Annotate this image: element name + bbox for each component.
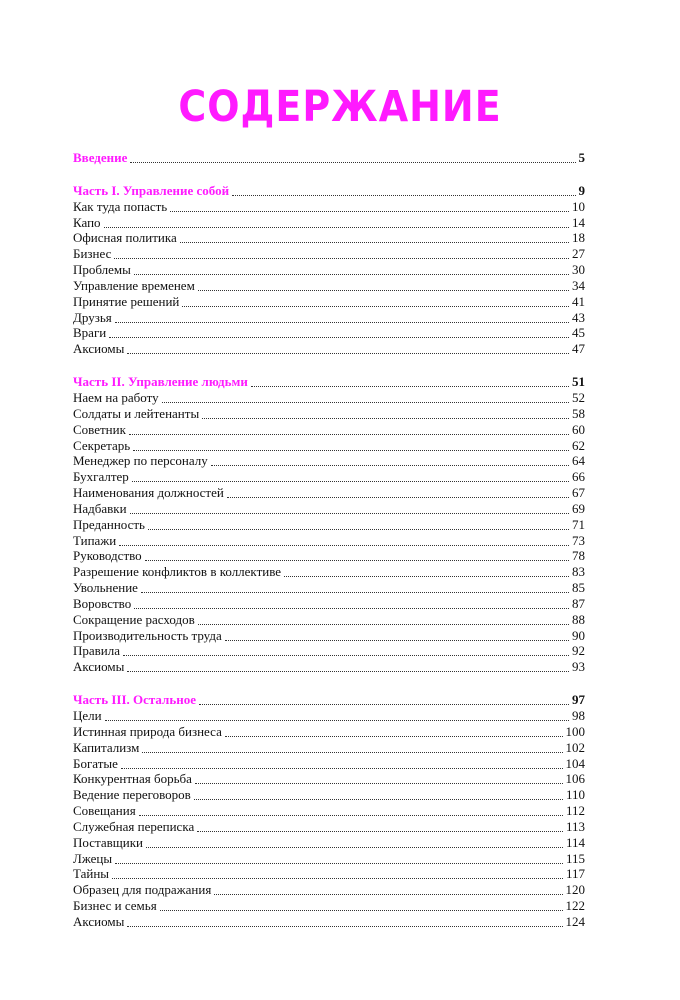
entry-label: Истинная природа бизнеса — [73, 723, 222, 739]
entry-page-number: 124 — [565, 913, 585, 929]
entry-label: Друзья — [73, 309, 112, 325]
dot-leader — [211, 456, 569, 466]
entry-page-number: 71 — [572, 516, 585, 532]
section-heading-page: 51 — [572, 374, 585, 390]
dot-leader — [225, 727, 563, 737]
entry-label: Солдаты и лейтенанты — [73, 405, 200, 421]
toc-entry[interactable] — [73, 866, 585, 882]
toc-entry[interactable] — [73, 469, 585, 485]
toc-entry[interactable] — [73, 612, 585, 628]
toc-entry[interactable] — [73, 517, 585, 533]
toc-entry[interactable] — [73, 453, 585, 469]
entry-page-number: 113 — [565, 818, 585, 834]
entry-page-number: 78 — [572, 548, 585, 564]
section-heading-page: 97 — [572, 692, 585, 708]
entry-page-number: 106 — [565, 771, 585, 787]
entry-page-number: 34 — [572, 277, 585, 293]
toc-entry[interactable] — [73, 390, 585, 406]
dot-leader — [104, 218, 569, 228]
dot-leader — [227, 488, 569, 498]
dot-leader — [146, 838, 563, 848]
entry-label: Ведение переговоров — [73, 787, 191, 803]
toc-entry[interactable] — [73, 898, 585, 914]
entry-label: Наименования должностей — [73, 485, 224, 501]
toc-entry[interactable] — [73, 580, 585, 596]
dot-leader — [202, 409, 569, 419]
section-heading-label: Введение — [73, 150, 128, 165]
dot-leader — [130, 153, 575, 163]
entry-label: Управление временем — [73, 277, 195, 293]
dot-leader — [162, 393, 569, 403]
entry-label: Производительность труда — [73, 627, 222, 643]
dot-leader — [105, 711, 569, 721]
entry-label: Аксиомы — [73, 659, 125, 675]
entry-page-number: 98 — [572, 708, 585, 723]
dot-leader — [121, 759, 563, 769]
entry-label: Руководство — [73, 548, 142, 564]
entry-page-number: 43 — [572, 309, 585, 325]
entry-page-number: 117 — [565, 866, 585, 882]
toc-entry[interactable] — [73, 230, 585, 246]
dot-leader — [197, 822, 563, 832]
toc-section — [73, 692, 585, 930]
toc-section-heading[interactable] — [73, 183, 585, 199]
entry-label: Служебная переписка — [73, 818, 195, 834]
page-title: СОДЕРЖАНИЕ — [178, 82, 502, 132]
dot-leader — [199, 695, 569, 705]
entry-page-number: 62 — [572, 437, 585, 453]
toc-section — [73, 374, 585, 675]
entry-label: Как туда попасть — [73, 198, 168, 214]
entry-label: Секретарь — [73, 437, 131, 453]
dot-leader — [284, 567, 569, 577]
entry-page-number: 45 — [572, 325, 585, 341]
entry-label: Совещания — [73, 803, 136, 819]
entry-label: Правила — [73, 643, 121, 659]
entry-label: Увольнение — [73, 580, 138, 596]
dot-leader — [195, 774, 563, 784]
entry-label: Воровство — [73, 595, 132, 611]
dot-leader — [251, 377, 569, 387]
dot-leader — [112, 869, 563, 879]
toc-entry[interactable] — [73, 501, 585, 517]
toc-entry[interactable] — [73, 803, 585, 819]
toc-entry[interactable] — [73, 708, 585, 724]
entry-label: Офисная политика — [73, 230, 177, 246]
entry-label: Бизнес и семья — [73, 898, 157, 914]
entry-label: Поставщики — [73, 834, 143, 850]
entry-page-number: 85 — [572, 580, 585, 596]
entry-label: Тайны — [73, 866, 110, 882]
toc-section-heading[interactable] — [73, 150, 585, 166]
entry-page-number: 112 — [565, 803, 585, 819]
toc-entry[interactable] — [73, 564, 585, 580]
entry-page-number: 93 — [572, 659, 585, 675]
dot-leader — [127, 344, 569, 354]
entry-page-number: 90 — [572, 627, 585, 643]
entry-page-number: 88 — [572, 611, 585, 627]
entry-label: Преданность — [73, 516, 145, 532]
entry-label: Разрешение конфликтов в коллективе — [73, 564, 282, 580]
dot-leader — [119, 536, 569, 546]
entry-page-number: 110 — [565, 787, 585, 803]
section-heading-page: 9 — [578, 182, 585, 198]
entry-page-number: 30 — [572, 262, 585, 278]
dot-leader — [232, 186, 575, 196]
toc-entry[interactable] — [73, 341, 585, 357]
entry-page-number: 58 — [572, 405, 585, 421]
dot-leader — [114, 249, 569, 259]
dot-leader — [142, 743, 562, 753]
entry-label: Лжецы — [73, 850, 113, 866]
toc-entry[interactable] — [73, 310, 585, 326]
toc-entry[interactable] — [73, 262, 585, 278]
entry-label: Аксиомы — [73, 913, 125, 929]
entry-page-number: 66 — [572, 469, 585, 485]
entry-page-number: 27 — [572, 246, 585, 262]
toc-entry[interactable] — [73, 882, 585, 898]
entry-page-number: 100 — [565, 723, 585, 739]
dot-leader — [134, 599, 569, 609]
entry-label: Аксиомы — [73, 341, 125, 357]
entry-page-number: 115 — [565, 850, 585, 866]
entry-label: Конкурентная борьба — [73, 771, 192, 787]
dot-leader — [115, 313, 569, 323]
dot-leader — [115, 854, 563, 864]
dot-leader — [132, 472, 569, 482]
toc-section-heading[interactable] — [73, 692, 585, 708]
section-heading-label: Часть III. Остальное — [73, 692, 196, 708]
toc-entry[interactable] — [73, 659, 585, 675]
entry-page-number: 120 — [565, 882, 585, 898]
toc-section-heading[interactable] — [73, 374, 585, 390]
dot-leader — [127, 917, 562, 927]
toc-entry[interactable] — [73, 628, 585, 644]
entry-page-number: 69 — [572, 500, 585, 516]
table-of-contents — [73, 150, 585, 930]
toc-entry[interactable] — [73, 246, 585, 262]
entry-page-number: 67 — [572, 485, 585, 501]
toc-entry[interactable] — [73, 278, 585, 294]
entry-label: Образец для подражания — [73, 882, 212, 898]
entry-label: Надбавки — [73, 500, 127, 516]
dot-leader — [130, 504, 569, 514]
section-gap — [73, 166, 585, 183]
entry-label: Враги — [73, 325, 107, 341]
dot-leader — [148, 520, 569, 530]
dot-leader — [170, 202, 569, 212]
entry-page-number: 41 — [572, 293, 585, 309]
entry-page-number: 60 — [572, 421, 585, 437]
dot-leader — [123, 646, 569, 656]
entry-label: Менеджер по персоналу — [73, 453, 208, 469]
entry-page-number: 52 — [572, 389, 585, 405]
toc-entry[interactable] — [73, 771, 585, 787]
dot-leader — [139, 806, 563, 816]
dot-leader — [109, 328, 569, 338]
entry-page-number: 64 — [572, 453, 585, 469]
toc-entry[interactable] — [73, 724, 585, 740]
toc-entry[interactable] — [73, 325, 585, 341]
entry-label: Бухгалтер — [73, 469, 129, 485]
section-heading-page: 5 — [578, 150, 585, 165]
dot-leader — [134, 265, 569, 275]
toc-entry[interactable] — [73, 756, 585, 772]
entry-label: Капо — [73, 214, 101, 230]
entry-page-number: 14 — [572, 214, 585, 230]
dot-leader — [160, 901, 563, 911]
entry-label: Бизнес — [73, 246, 112, 262]
toc-entry[interactable] — [73, 294, 585, 310]
toc-entry[interactable] — [73, 596, 585, 612]
toc-entry[interactable] — [73, 835, 585, 851]
toc-entry[interactable] — [73, 851, 585, 867]
entry-page-number: 92 — [572, 643, 585, 659]
dot-leader — [180, 233, 569, 243]
entry-page-number: 73 — [572, 532, 585, 548]
dot-leader — [198, 281, 569, 291]
dot-leader — [141, 583, 569, 593]
entry-label: Цели — [73, 708, 102, 723]
toc-entry[interactable] — [73, 533, 585, 549]
entry-label: Капитализм — [73, 739, 140, 755]
dot-leader — [225, 631, 569, 641]
dot-leader — [198, 615, 569, 625]
entry-page-number: 102 — [565, 739, 585, 755]
entry-label: Проблемы — [73, 262, 131, 278]
entry-label: Советник — [73, 421, 126, 437]
toc-section — [73, 150, 585, 166]
section-gap — [73, 357, 585, 374]
entry-page-number: 104 — [565, 755, 585, 771]
toc-entry[interactable] — [73, 787, 585, 803]
toc-entry[interactable] — [73, 819, 585, 835]
entry-page-number: 114 — [565, 834, 585, 850]
section-heading-label: Часть I. Управление собой — [73, 182, 230, 198]
dot-leader — [214, 885, 562, 895]
entry-page-number: 83 — [572, 564, 585, 580]
entry-page-number: 18 — [572, 230, 585, 246]
entry-page-number: 122 — [565, 898, 585, 914]
toc-section — [73, 183, 585, 357]
section-gap — [73, 675, 585, 692]
entry-page-number: 47 — [572, 341, 585, 357]
toc-entry[interactable] — [73, 406, 585, 422]
section-heading-label: Часть II. Управление людьми — [73, 374, 248, 390]
toc-entry[interactable] — [73, 643, 585, 659]
dot-leader — [133, 441, 569, 451]
dot-leader — [182, 297, 569, 307]
entry-label: Принятие решений — [73, 293, 180, 309]
entry-label: Богатые — [73, 755, 118, 771]
entry-page-number: 10 — [572, 198, 585, 214]
toc-entry[interactable] — [73, 740, 585, 756]
dot-leader — [194, 790, 563, 800]
toc-entry[interactable] — [73, 438, 585, 454]
toc-entry[interactable] — [73, 485, 585, 501]
entry-label: Типажи — [73, 532, 117, 548]
entry-label: Сокращение расходов — [73, 611, 195, 627]
dot-leader — [129, 425, 569, 435]
dot-leader — [127, 662, 569, 672]
toc-entry[interactable] — [73, 215, 585, 231]
entry-label: Наем на работу — [73, 389, 159, 405]
toc-entry[interactable] — [73, 914, 585, 930]
dot-leader — [145, 551, 569, 561]
toc-entry[interactable] — [73, 422, 585, 438]
toc-entry[interactable] — [73, 199, 585, 215]
entry-page-number: 87 — [572, 595, 585, 611]
toc-entry[interactable] — [73, 548, 585, 564]
